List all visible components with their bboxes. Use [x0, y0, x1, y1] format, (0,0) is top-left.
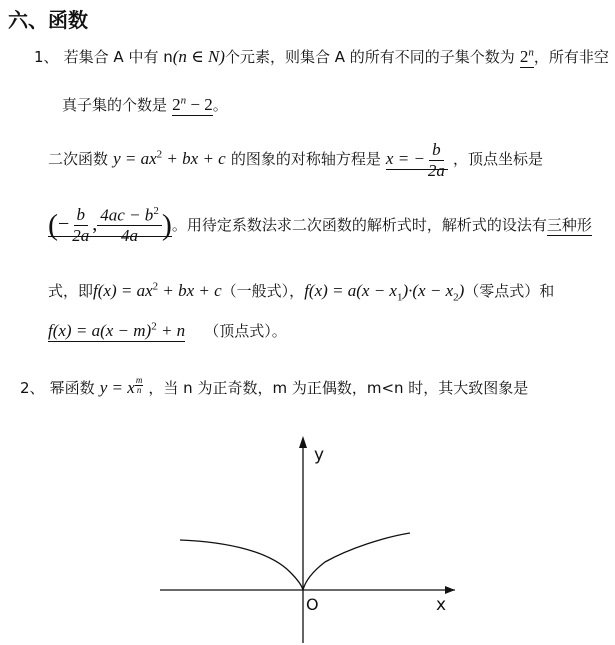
item2-text-b: ，当 n 为正奇数，m 为正偶数，m<n 时，其大致图象是 [148, 379, 529, 397]
x-label: x [436, 595, 447, 615]
x-axis-arrow [445, 586, 455, 594]
vertex-form: $f(x) = a(x - m)^2 + n$ [48, 320, 186, 340]
after-vertex: 。用待定系数法求二次函数的解析式时，解析式的设法有 [171, 215, 547, 234]
vertex-label: ，顶点坐标是 [453, 149, 544, 168]
item1-text-d: 真子集的个数是 [62, 96, 168, 114]
y-label: y [314, 445, 325, 465]
item2-number: 2、 [20, 379, 45, 397]
membership-expr: (n ∈ N) [172, 47, 225, 66]
axis-equation: x = − $\frac{b}{2a}$ [386, 149, 448, 170]
curve [180, 533, 410, 590]
zero-label: （零点式）和 [464, 282, 555, 300]
power-function: y = x $^{\frac{m}{n}}$ [99, 375, 143, 397]
item1-text-c: ，所有非空 [533, 48, 609, 66]
line3-intro: 式，即 [48, 282, 94, 300]
quadratic-function: $y = ax^2$ + bx + c [113, 148, 226, 168]
y-axis-arrow [299, 436, 307, 448]
quadratic-mid: 的图象的对称轴方程是 [230, 149, 381, 168]
vertex-form-label: （顶点式）。 [204, 322, 287, 340]
general-form: $f(x) = ax^2$ + bx + c [93, 280, 222, 300]
three-forms: 三种形 [546, 215, 592, 234]
item1-text-e: 。 [212, 96, 228, 114]
proper-subset-count: $2^n - 2$ [172, 94, 213, 114]
subset-count: 2$^n$ [519, 46, 534, 66]
quadratic-intro: 二次函数 [48, 149, 109, 168]
origin-label: O [306, 595, 319, 614]
item1-number: 1、 [34, 48, 59, 66]
zero-form: $f(x) = a(x - x_1)\cdot(x - x_2)$ [304, 281, 465, 304]
item1-text-a: 若集合 A 中有 n [63, 48, 173, 66]
vertex-coordinates: (− $\frac{b}{2a}$ , $\frac{4ac - b^2}{4a}$ ) [48, 205, 172, 246]
section-title: 六、函数 [8, 8, 88, 32]
item2-text-a: 幂函数 [49, 379, 95, 397]
item1-text-b: 个元素，则集合 A 的所有不同的子集个数为 [224, 48, 515, 66]
general-label: （一般式）， [221, 282, 305, 300]
